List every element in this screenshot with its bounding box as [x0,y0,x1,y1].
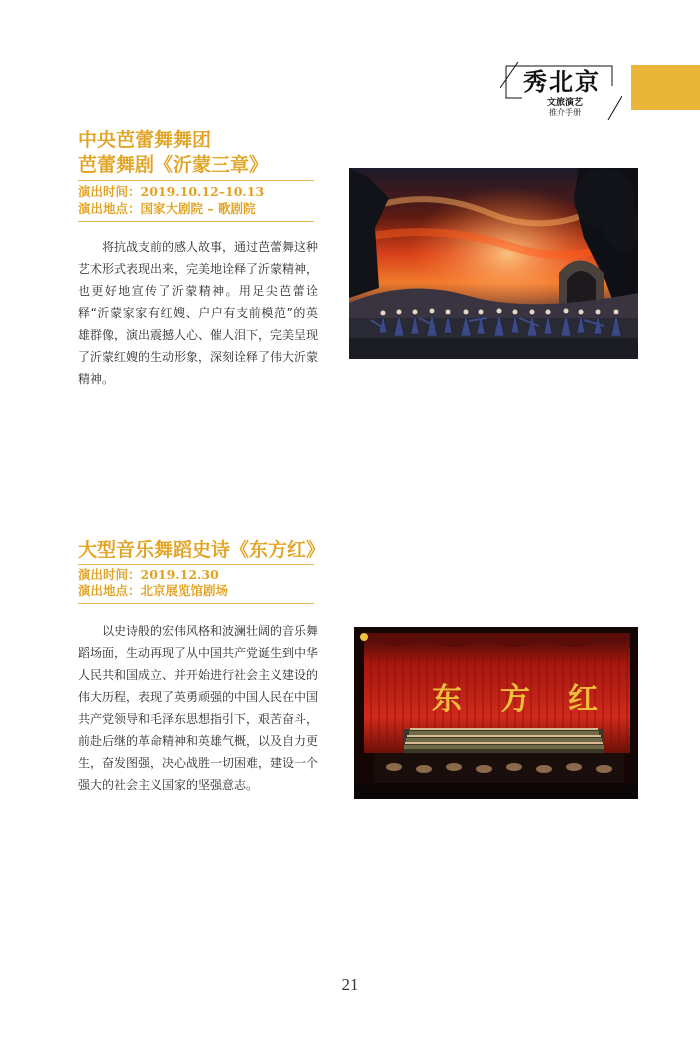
header-logo [500,58,622,120]
stage-banner: 东方红 [432,682,636,717]
section1-title-line1: 中央芭蕾舞舞团 [78,129,212,151]
choir-stage-photo [354,627,638,799]
accent-block [631,65,700,110]
section1-title-line2: 芭蕾舞剧《沂蒙三章》 [78,154,269,176]
section2-rule-top [78,564,314,565]
logo-title: 秀北京 [523,68,601,96]
section2-venue: 演出地点：北京展览馆剧场 [78,583,229,598]
ballet-stage-photo [349,168,638,359]
page-number: 21 [341,975,359,994]
section2-title: 大型音乐舞蹈史诗《东方红》 [78,539,326,561]
section1-rule-top [78,180,314,181]
section2-body: 以史诗般的宏伟风格和波澜壮阔的音乐舞蹈场面，生动再现了从中国共产党诞生到中华人民共和国成立、并开始进行社会主义建设的伟大历程，表现了英勇顽强的中国人民在中国共产党领导和毛泽东思想指引下，艰苦奋斗，前赴后继的革命精神和英雄气概，以及自力更生，奋发图强，决心战胜一切困难，建设一个强大的社会主义国家的坚强意志。 [78,624,319,792]
logo-caption: 推介手册 [549,108,581,117]
section2-time: 演出时间：2019.12.30 [78,567,219,582]
stage-banner-text [432,682,636,717]
section1-venue: 演出地点：国家大剧院 – 歌剧院 [78,201,256,216]
logo-subtitle: 文旅演艺 [546,98,583,108]
section1-rule-bottom [78,221,314,222]
section1-body: 将抗战支前的感人故事，通过芭蕾舞这种艺术形式表现出来，完美地诠释了沂蒙精神，也更好地宣传了沂蒙精神。用足尖芭蕾诠释“沂蒙家家有红嫂、户户有支前模范”的英雄群像，演出震撼人心、催人泪下，完美呈现了沂蒙红嫂的生动形象，深刻诠释了伟大沂蒙精神。 [78,240,319,386]
section2-rule-bottom [78,603,314,604]
section1-time: 演出时间：2019.10.12–10.13 [78,184,265,199]
